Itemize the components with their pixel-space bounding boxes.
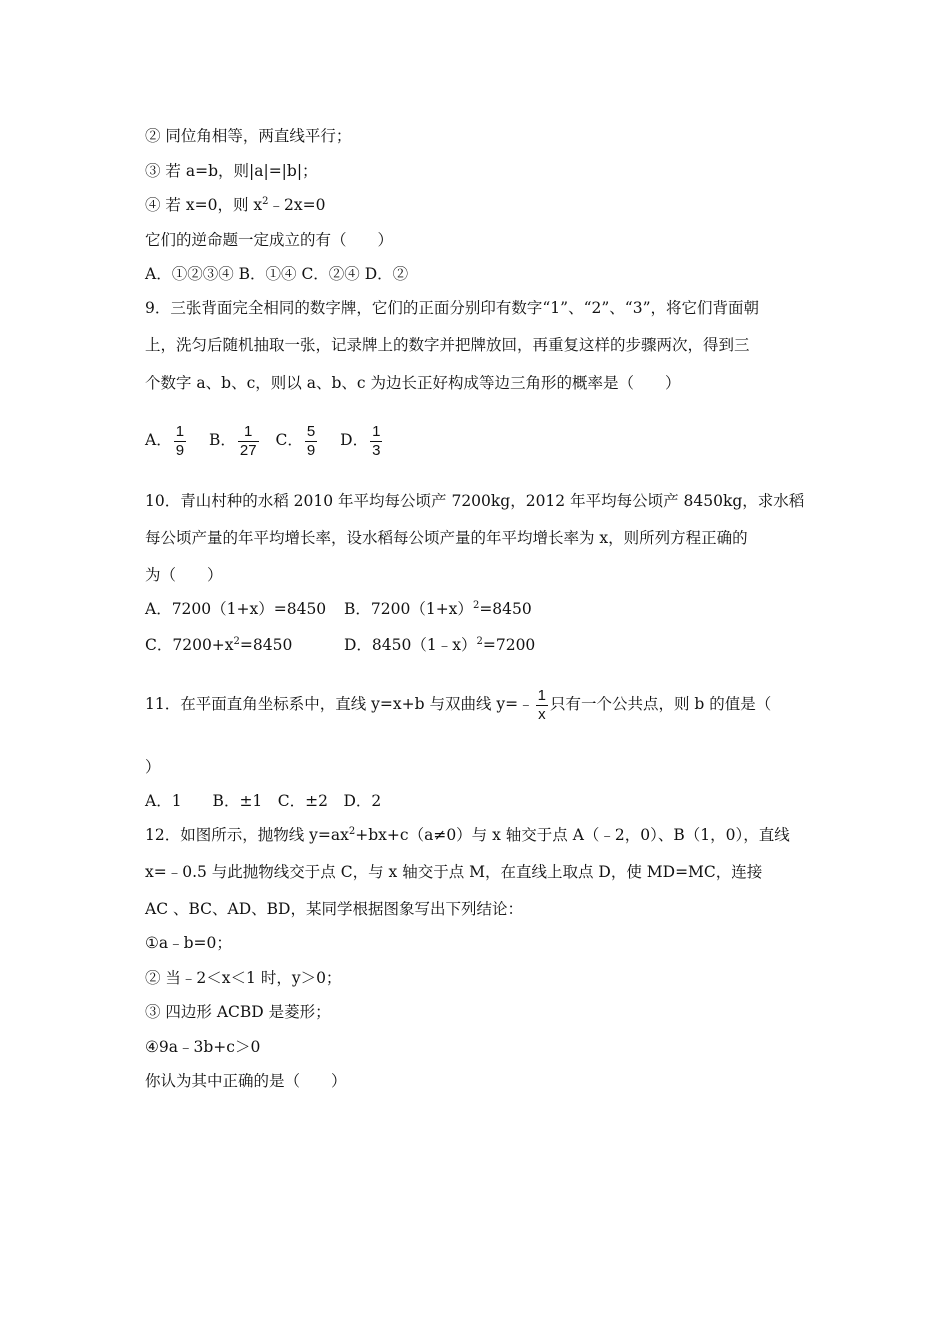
q11-text-part1: 11．在平面直角坐标系中，直线 y=x+b 与双曲线 y=﹣ <box>145 695 534 713</box>
exponent: 2 <box>472 600 480 611</box>
q10-option-d <box>344 635 535 655</box>
q12-text-part1: 12．如图所示，抛物线 y=ax <box>145 826 349 844</box>
q12-line-1 <box>145 825 790 845</box>
denominator: 27 <box>239 441 257 459</box>
exponent: 2 <box>233 636 240 647</box>
numerator: 1 <box>244 422 253 440</box>
option-text: =8450 <box>239 636 293 654</box>
q9-option-a <box>145 420 188 460</box>
exponent: 2 <box>348 826 356 837</box>
q10-line-3: 为（ ） <box>145 566 223 584</box>
q8-options: A．①②③④ B．①④ C．②④ D．② <box>145 265 409 283</box>
fraction <box>174 424 186 459</box>
q11-options: A．1 B．±1 C．±2 D．2 <box>145 792 382 810</box>
q12-text-part2: +bx+c（a≠0）与 x 轴交于点 A（﹣2，0）、B（1，0），直线 <box>355 826 790 844</box>
numerator: 1 <box>175 422 185 440</box>
statement-3: ③ 若 a=b，则|a|=|b|； <box>145 162 318 180</box>
numerator: 1 <box>537 686 546 704</box>
denominator: 3 <box>372 441 381 459</box>
q12-conclusion-1: ①a﹣b=0； <box>145 934 232 952</box>
statement-4 <box>145 195 325 215</box>
q11-line-1 <box>145 684 771 724</box>
q10-option-a: A．7200（1+x）=8450 <box>145 600 327 618</box>
exponent: 2 <box>262 196 269 207</box>
q12-line-2: x=﹣0.5 与此抛物线交于点 C，与 x 轴交于点 M，在直线上取点 D，使 MD=MC，连接 <box>145 863 763 881</box>
option-text: C．7200+x <box>145 636 234 654</box>
q9-line-1: 9．三张背面完全相同的数字牌，它们的正面分别印有数字“1”、“2”、“3”，将它们背面朝 <box>145 299 759 317</box>
statement-4-part2: ﹣2x=0 <box>268 196 326 214</box>
q11-text-part2: 只有一个公共点，则 b 的值是（ <box>550 695 772 713</box>
q12-line-3: AC 、BC、AD、BD，某同学根据图象写出下列结论： <box>145 900 523 918</box>
q11-line-2: ） <box>145 758 161 776</box>
q12-stem: 你认为其中正确的是（ ） <box>145 1072 347 1090</box>
q9-option-d <box>340 420 384 460</box>
q12-conclusion-2: ② 当﹣2＜x＜1 时，y＞0； <box>145 969 342 987</box>
option-text: =7200 <box>482 636 536 654</box>
exponent: 2 <box>476 636 483 647</box>
numerator: 5 <box>306 422 316 440</box>
q12-conclusion-3: ③ 四边形 ACBD 是菱形； <box>145 1003 331 1021</box>
q8-stem: 它们的逆命题一定成立的有（ ） <box>145 231 394 249</box>
denominator: x <box>538 705 546 723</box>
q9-option-c <box>276 420 320 460</box>
q9-line-2: 上，洗匀后随机抽取一张，记录牌上的数字并把牌放回，再重复这样的步骤两次，得到三 <box>145 336 750 354</box>
fraction <box>238 424 259 459</box>
option-text: B．7200（1+x） <box>344 600 473 618</box>
q10-option-c <box>145 635 292 655</box>
statement-4-part1: ④ 若 x=0，则 x <box>145 196 263 214</box>
q10-line-1: 10．青山村种的水稻 2010 年平均每公顷产 7200kg，2012 年平均每公顷产 8450kg，求水稻 <box>145 492 805 510</box>
q12-conclusion-4: ④9a﹣3b+c＞0 <box>145 1038 261 1056</box>
q10-option-b <box>344 599 532 619</box>
option-label: C． <box>275 431 303 449</box>
q11-fraction <box>536 688 548 723</box>
denominator: 9 <box>175 441 185 459</box>
fraction <box>305 424 317 459</box>
q9-options <box>145 420 384 460</box>
q9-line-3: 个数字 a、b、c，则以 a、b、c 为边长正好构成等边三角形的概率是（ ） <box>145 374 681 392</box>
denominator: 9 <box>306 441 316 459</box>
option-label: A． <box>145 431 172 449</box>
numerator: 1 <box>372 422 381 440</box>
option-text: =8450 <box>479 600 532 618</box>
q9-option-b <box>209 420 261 460</box>
fraction <box>370 424 382 459</box>
statement-2: ② 同位角相等，两直线平行； <box>145 127 352 145</box>
option-label: D． <box>340 431 369 449</box>
q10-line-2: 每公顷产量的年平均增长率，设水稻每公顷产量的年平均增长率为 x，则所列方程正确的 <box>145 529 748 547</box>
option-text: D．8450（1﹣x） <box>344 636 477 654</box>
option-label: B． <box>208 431 236 449</box>
